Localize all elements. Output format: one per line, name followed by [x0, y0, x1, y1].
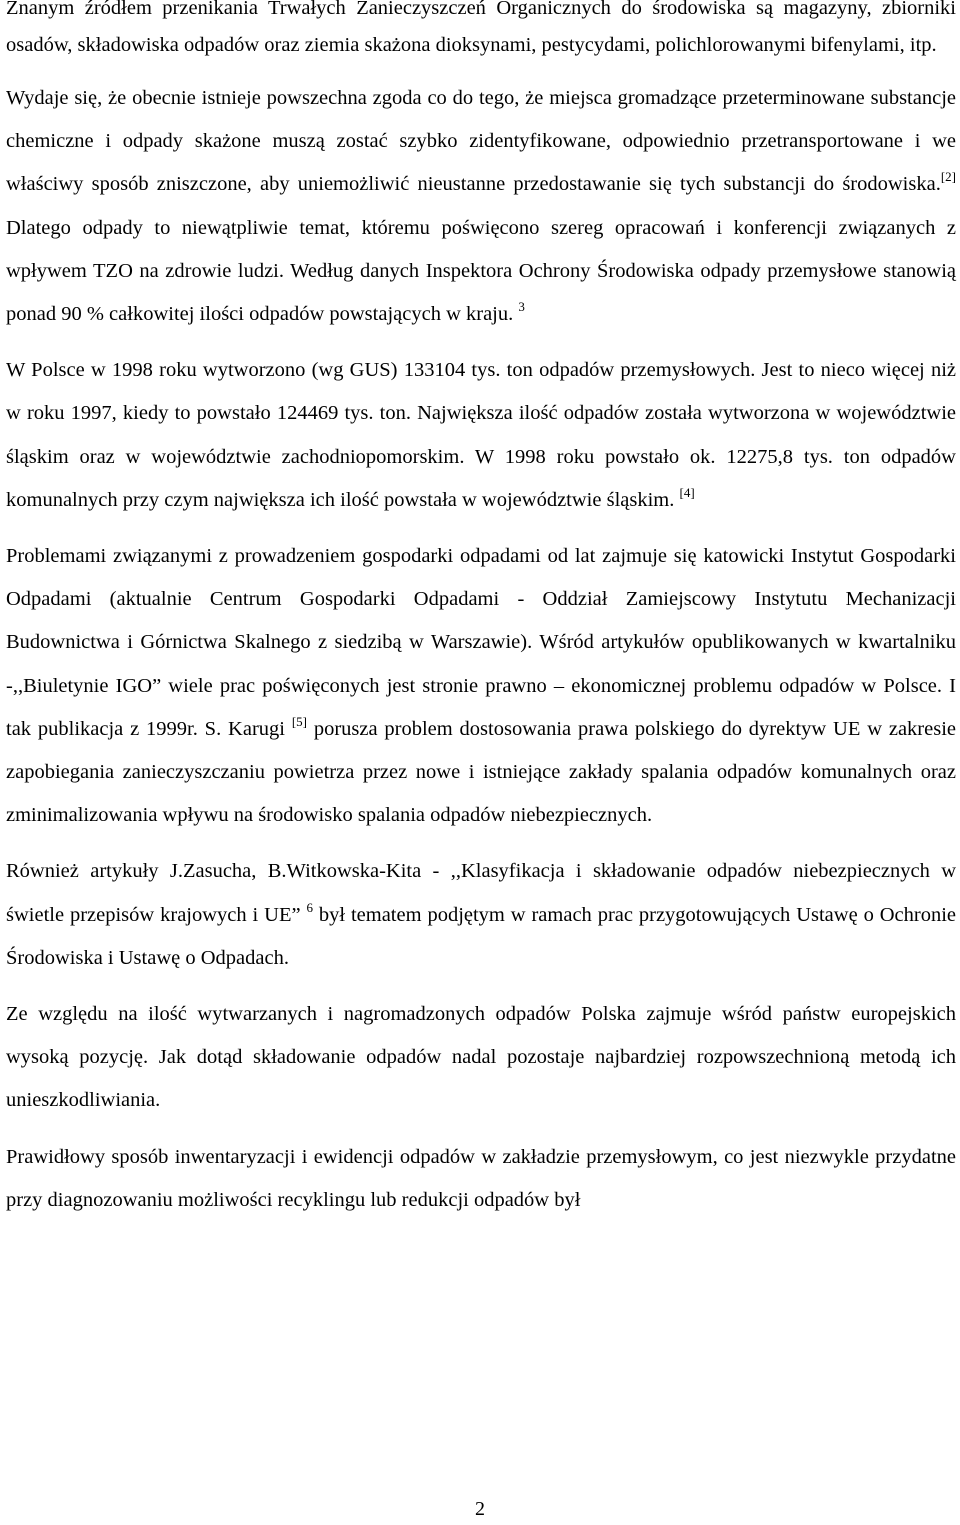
paragraph-text: Również artykuły J.Zasucha, B.Witkowska-Kita - ,,Klasyfikacja i składowanie odpadów niebezpiecznych w świetle przepisów krajowych i UE” [6, 860, 956, 926]
paragraph-text: W Polsce w 1998 roku wytworzono (wg GUS) 133104 tys. ton odpadów przemysłowych. Jest to nieco więcej niż w roku 1997, kiedy to powstało 124469 tys. ton. Największa ilość odpadów została wytworzona w województwie śląskim oraz w województwie zachodniopomorskim. W 1998 roku powstało ok. 12275,8 tys. ton odpadów komunalnych przy czym największa ich ilość powstała w województwie śląskim. [6, 359, 956, 511]
footnote-reference: [4] [679, 484, 695, 500]
paragraph-4 [6, 535, 956, 837]
document-page [6, 0, 956, 1222]
paragraph-text: Ze względu na ilość wytwarzanych i nagromadzonych odpadów Polska zajmuje wśród państw europejskich wysoką pozycję. Jak dotąd składowanie odpadów nadal pozostaje najbardziej rozpowszechnioną metodą ich unieszkodliwiania. [6, 1003, 956, 1112]
paragraph-text: Dlatego odpady to niewątpliwie temat, któremu poświęcono szereg opracowań i konferencji związanych z wpływem TZO na zdrowie ludzi. Według danych Inspektora Ochrony Środowiska odpady przemysłowe stanowią ponad 90 % całkowitej ilości odpadów powstających w kraju. [6, 216, 956, 326]
paragraph-text: Wydaje się, że obecnie istnieje powszechna zgoda co do tego, że miejsca gromadzące przeterminowane substancje chemiczne i odpady skażone muszą zostać szybko zidentyfikowane, odpowiednio przetransportowane i we właściwy sposób zniszczone, aby uniemożliwić nieustanne przedostawanie się tych substancji do środowiska. [6, 87, 956, 196]
paragraph-text: był tematem podjętym w ramach prac przygotowujących Ustawę o Ochronie Środowiska i Ustawę o Odpadach. [6, 903, 956, 969]
footnote-reference: 3 [518, 299, 525, 315]
paragraph-7 [6, 1136, 956, 1222]
paragraph-3 [6, 349, 956, 522]
footnote-reference: [5] [291, 713, 307, 729]
footnote-reference: 6 [306, 899, 313, 915]
paragraph-text: Znanym źródłem przenikania Trwałych Zanieczyszczeń Organicznych do środowiska są magazyny, zbiorniki osadów, składowiska odpadów oraz ziemia skażona dioksynami, pestycydami, polichlorowanymi bifenylami, itp. [6, 0, 956, 56]
footnote-reference: [2] [940, 169, 956, 185]
paragraph-1 [6, 0, 956, 64]
page-number: 2 [475, 1498, 485, 1520]
paragraph-5 [6, 850, 956, 980]
paragraph-6 [6, 993, 956, 1123]
paragraph-text: Prawidłowy sposób inwentaryzacji i ewidencji odpadów w zakładzie przemysłowym, co jest niezwykle przydatne przy diagnozowaniu możliwości recyklingu lub redukcji odpadów był [6, 1145, 956, 1211]
paragraph-text: porusza problem dostosowania prawa polskiego do dyrektyw UE w zakresie zapobiegania zanieczyszczaniu powietrza przez nowe i istniejące zakłady spalania odpadów komunalnych oraz zminimalizowania wpływu na środowisko spalania odpadów niebezpiecznych. [6, 717, 956, 827]
paragraph-text: Problemami związanymi z prowadzeniem gospodarki odpadami od lat zajmuje się katowicki Instytut Gospodarki Odpadami (aktualnie Centrum Gospodarki Odpadami - Oddział Zamiejscowy Instytutu Mechanizacji Budownictwa i Górnictwa Skalnego z siedzibą w Warszawie). Wśród artykułów opublikowanych w kwartalniku -,,Biuletynie IGO” wiele prac poświęconych jest stronie prawno – ekonomicznej problemu odpadów w Polsce. I tak publikacja z 1999r. S. Karugi [6, 545, 956, 740]
paragraph-2 [6, 77, 956, 336]
